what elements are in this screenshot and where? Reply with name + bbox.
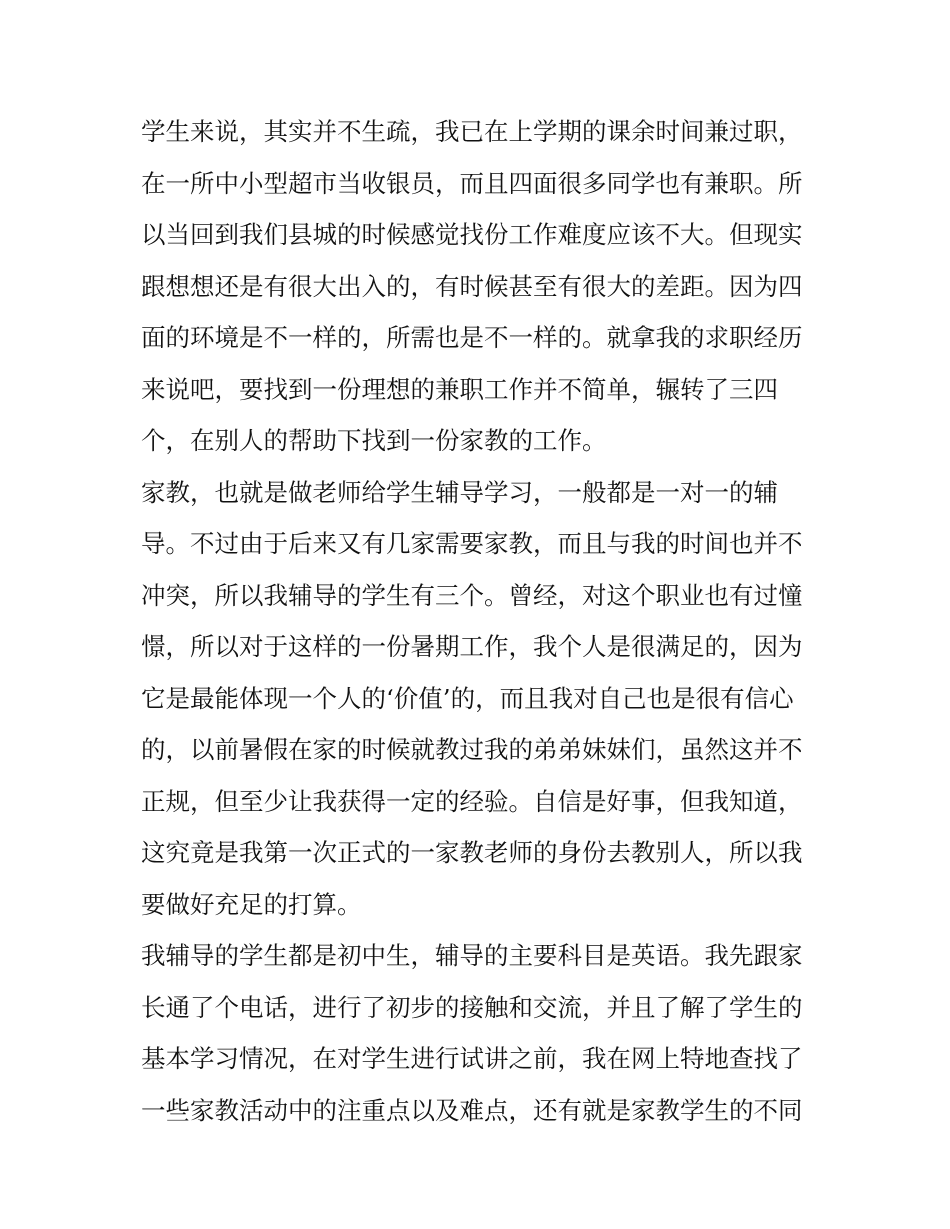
text-line: 的，以前暑假在家的时候就教过我的弟弟妹妹们，虽然这并不 (141, 735, 803, 764)
text-line: 长通了个电话，进行了初步的接触和交流，并且了解了学生的 (141, 992, 803, 1022)
text-line: 正规，但至少让我获得一定的经验。自信是好事，但我知道， (141, 786, 803, 816)
text-line: 个，在别人的帮助下找到一份家教的工作。 (141, 426, 607, 455)
text-line: 这究竟是我第一次正式的一家教老师的身份去教别人，所以我 (141, 838, 803, 867)
text-line: 冲突，所以我辅导的学生有三个。曾经，对这个职业也有过憧 (141, 580, 803, 610)
text-line: 面的环境是不一样的，所需也是不一样的。就拿我的求职经历 (141, 323, 803, 352)
text-line: 导。不过由于后来又有几家需要家教，而且与我的时间也并不 (141, 529, 803, 558)
text-line: 我辅导的学生都是初中生，辅导的主要科目是英语。我先跟家 (141, 941, 803, 970)
text-line: 一些家教活动中的注重点以及难点，还有就是家教学生的不同 (141, 1095, 803, 1125)
text-line: 跟想想还是有很大出入的，有时候甚至有很大的差距。因为四 (141, 271, 803, 301)
text-line: 以当回到我们县城的时候感觉找份工作难度应该不大。但现实 (141, 220, 803, 249)
text-line: 基本学习情况，在对学生进行试讲之前，我在网上特地查找了 (141, 1044, 803, 1073)
text-line: 在一所中小型超市当收银员，而且四面很多同学也有兼职。所 (141, 168, 803, 198)
text-line: 它是最能体现一个人的‘价值’的，而且我对自己也是很有信心 (141, 683, 794, 713)
text-line: 家教，也就是做老师给学生辅导学习，一般都是一对一的辅 (141, 477, 778, 507)
text-line: 要做好充足的打算。 (141, 889, 362, 919)
text-line: 学生来说，其实并不生疏，我已在上学期的课余时间兼过职， (141, 117, 803, 146)
body-text (141, 106, 821, 1136)
text-line: 憬，所以对于这样的一份暑期工作，我个人是很满足的，因为 (141, 632, 803, 661)
text-line: 来说吧，要找到一份理想的兼职工作并不简单，辗转了三四 (141, 374, 778, 404)
